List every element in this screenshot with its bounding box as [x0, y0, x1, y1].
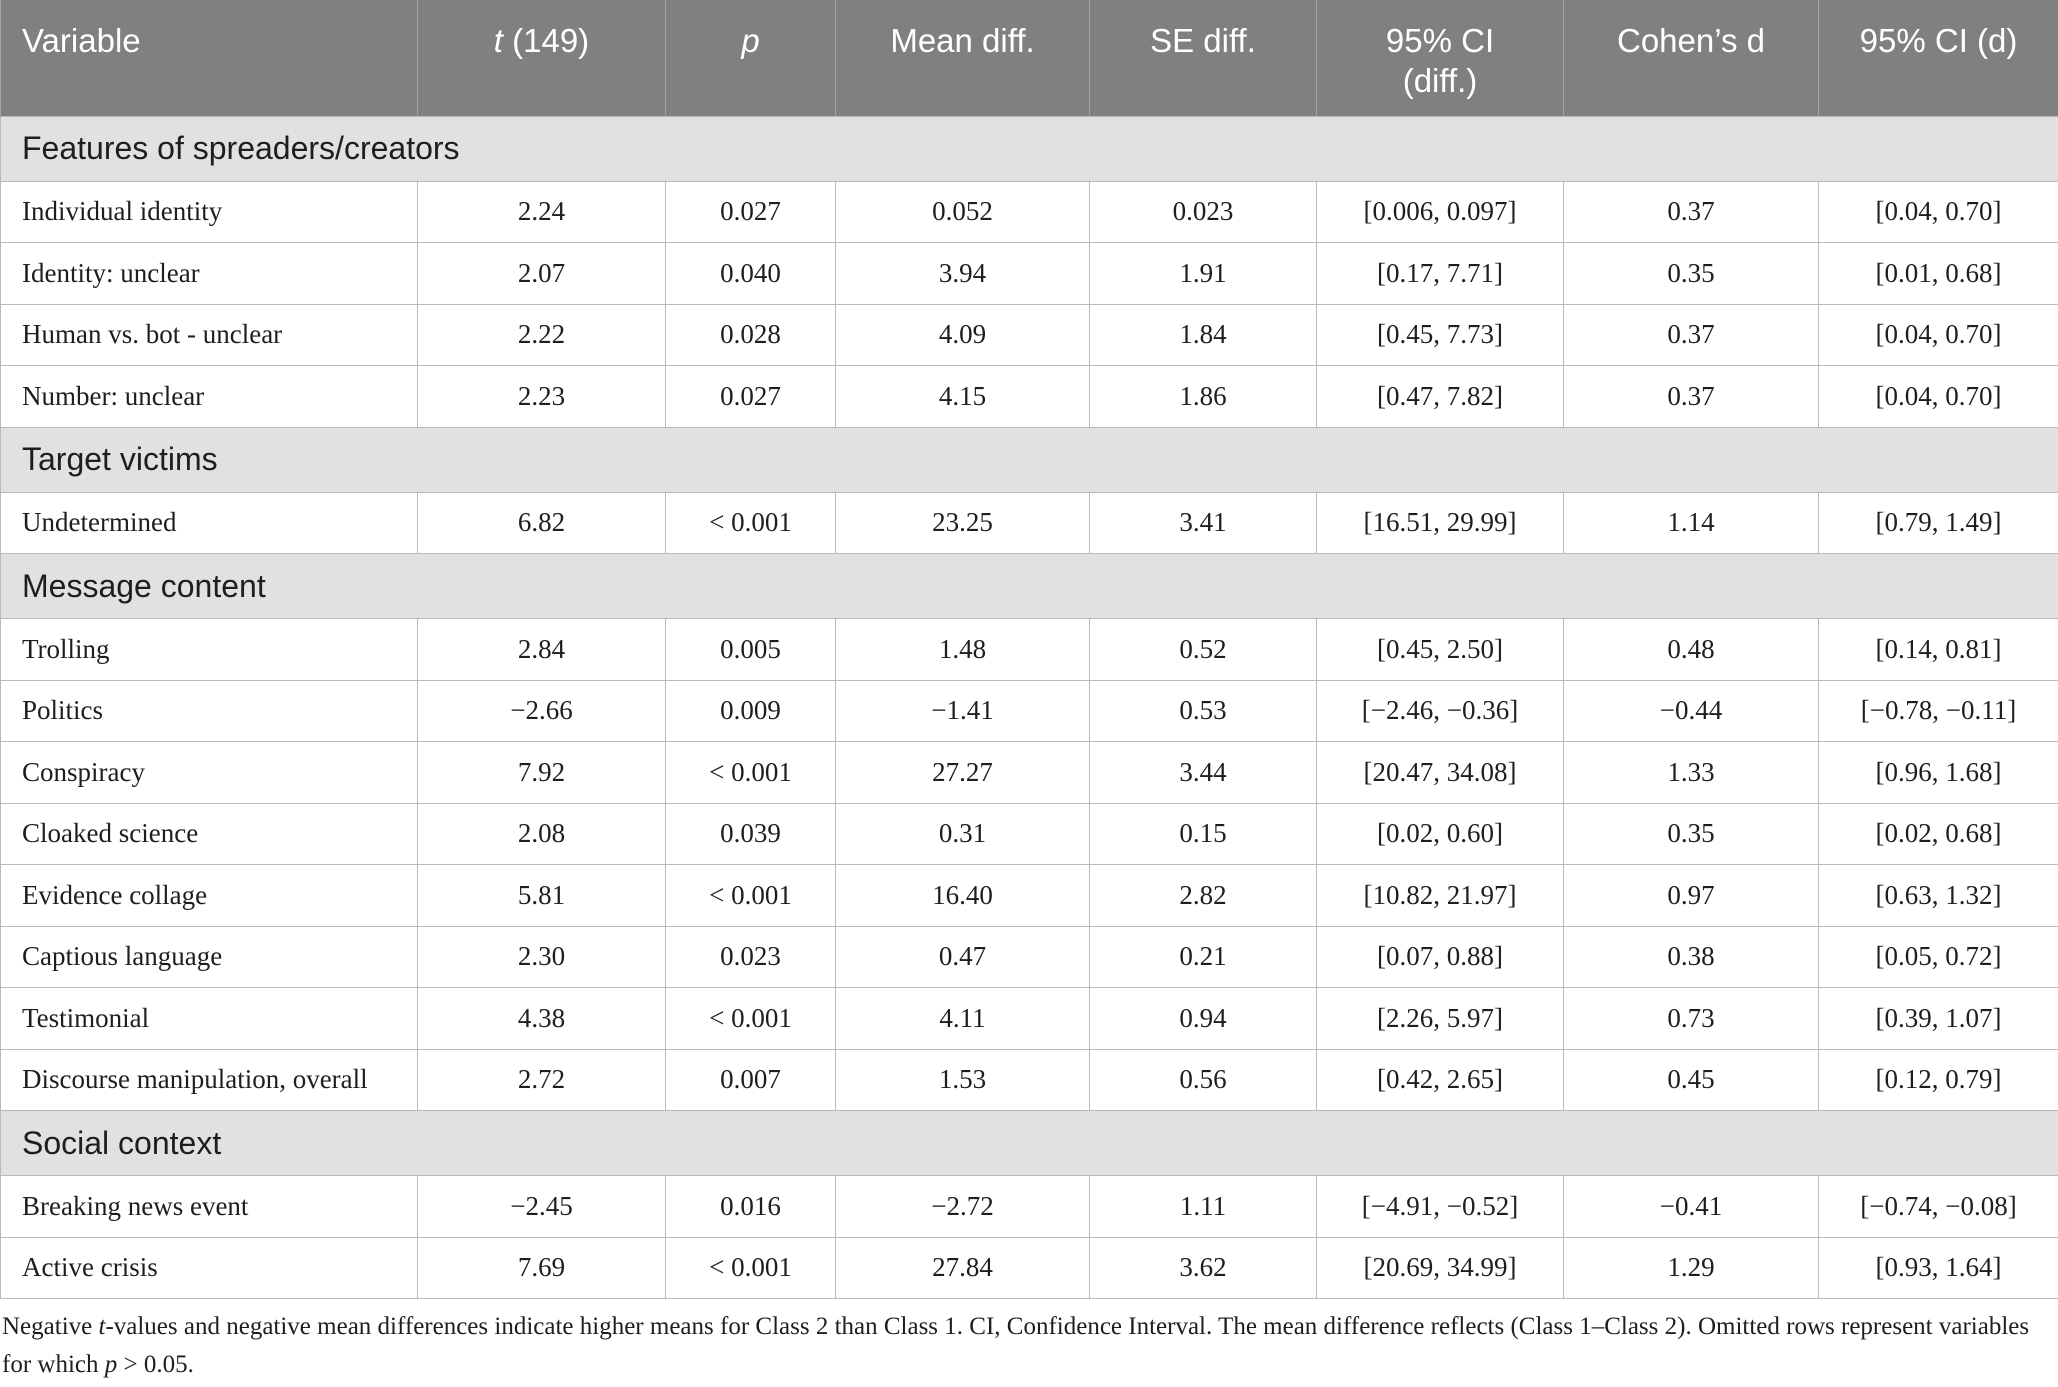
cell-ci-d: [0.02, 0.68] [1819, 803, 2058, 865]
cell-p-value: 0.005 [666, 619, 836, 681]
table-row [1, 803, 2058, 865]
cell-ci-diff: [10.82, 21.97] [1317, 865, 1564, 927]
cell-se-diff: 0.94 [1090, 988, 1317, 1050]
cell-ci-d: [0.39, 1.07] [1819, 988, 2058, 1050]
cell-ci-diff: [20.69, 34.99] [1317, 1237, 1564, 1299]
cell-ci-d: [−0.78, −0.11] [1819, 680, 2058, 742]
cell-ci-diff: [0.07, 0.88] [1317, 926, 1564, 988]
cell-ci-d: [0.01, 0.68] [1819, 243, 2058, 305]
cell-se-diff: 2.82 [1090, 865, 1317, 927]
cell-t-value: 7.69 [418, 1237, 666, 1299]
table-row [1, 865, 2058, 927]
header-ci-diff-label: 95% CI (diff.) [1385, 22, 1495, 99]
cell-variable: Trolling [1, 619, 418, 681]
table-row [1, 243, 2058, 305]
cell-ci-diff: [−2.46, −0.36] [1317, 680, 1564, 742]
footnote-text: > 0.05. [117, 1351, 194, 1378]
cell-t-value: 2.23 [418, 366, 666, 428]
section-row [1, 116, 2058, 181]
cell-ci-diff: [0.45, 7.73] [1317, 304, 1564, 366]
cell-ci-d: [0.93, 1.64] [1819, 1237, 2058, 1299]
cell-p-value: 0.028 [666, 304, 836, 366]
header-t-symbol: t [493, 22, 503, 59]
cell-ci-d: [0.14, 0.81] [1819, 619, 2058, 681]
header-mean-diff-label: Mean diff. [890, 22, 1035, 59]
cell-ci-d: [−0.74, −0.08] [1819, 1176, 2058, 1238]
section-row [1, 427, 2058, 492]
header-cohens-d [1564, 0, 1819, 116]
table-header [1, 0, 2058, 116]
cell-ci-d: [0.05, 0.72] [1819, 926, 2058, 988]
cell-mean-diff: 4.09 [836, 304, 1090, 366]
section-title: Message content [1, 554, 2058, 619]
header-t-df: (149) [502, 22, 590, 59]
cell-se-diff: 1.11 [1090, 1176, 1317, 1238]
cell-t-value: 5.81 [418, 865, 666, 927]
cell-p-value: < 0.001 [666, 492, 836, 554]
cell-se-diff: 1.86 [1090, 366, 1317, 428]
cell-ci-diff: [0.02, 0.60] [1317, 803, 1564, 865]
cell-variable: Breaking news event [1, 1176, 418, 1238]
cell-p-value: 0.040 [666, 243, 836, 305]
header-ci-d-label: 95% CI (d) [1859, 22, 2018, 59]
table-row [1, 492, 2058, 554]
header-t-value [418, 0, 666, 116]
cell-ci-diff: [0.42, 2.65] [1317, 1049, 1564, 1111]
cell-ci-diff: [0.006, 0.097] [1317, 181, 1564, 243]
cell-se-diff: 0.52 [1090, 619, 1317, 681]
cell-se-diff: 3.41 [1090, 492, 1317, 554]
cell-ci-d: [0.04, 0.70] [1819, 366, 2058, 428]
cell-cohens-d: 0.37 [1564, 366, 1819, 428]
header-p-symbol: p [741, 22, 760, 59]
cell-ci-diff: [16.51, 29.99] [1317, 492, 1564, 554]
cell-variable: Politics [1, 680, 418, 742]
cell-cohens-d: 0.73 [1564, 988, 1819, 1050]
cell-ci-diff: [2.26, 5.97] [1317, 988, 1564, 1050]
cell-p-value: < 0.001 [666, 1237, 836, 1299]
cell-mean-diff: 0.052 [836, 181, 1090, 243]
cell-variable: Undetermined [1, 492, 418, 554]
cell-cohens-d: 0.45 [1564, 1049, 1819, 1111]
cell-se-diff: 0.15 [1090, 803, 1317, 865]
cell-se-diff: 3.62 [1090, 1237, 1317, 1299]
cell-t-value: −2.45 [418, 1176, 666, 1238]
cell-p-value: 0.009 [666, 680, 836, 742]
header-cohens-d-label: Cohen’s d [1616, 22, 1765, 59]
cell-t-value: −2.66 [418, 680, 666, 742]
table-row [1, 988, 2058, 1050]
cell-t-value: 2.30 [418, 926, 666, 988]
cell-mean-diff: 3.94 [836, 243, 1090, 305]
cell-t-value: 2.72 [418, 1049, 666, 1111]
cell-ci-d: [0.04, 0.70] [1819, 181, 2058, 243]
cell-p-value: < 0.001 [666, 865, 836, 927]
cell-t-value: 2.24 [418, 181, 666, 243]
cell-se-diff: 3.44 [1090, 742, 1317, 804]
footnote-p-symbol: p [104, 1351, 118, 1378]
cell-ci-d: [0.63, 1.32] [1819, 865, 2058, 927]
cell-t-value: 6.82 [418, 492, 666, 554]
cell-mean-diff: 4.15 [836, 366, 1090, 428]
footnote-t-symbol: t [98, 1313, 106, 1340]
table-footnote [2, 1308, 2056, 1384]
cell-mean-diff: 1.48 [836, 619, 1090, 681]
cell-cohens-d: 0.37 [1564, 181, 1819, 243]
cell-p-value: < 0.001 [666, 742, 836, 804]
cell-t-value: 2.07 [418, 243, 666, 305]
header-ci-diff [1317, 0, 1564, 116]
cell-variable: Identity: unclear [1, 243, 418, 305]
cell-mean-diff: 0.31 [836, 803, 1090, 865]
cell-mean-diff: 27.27 [836, 742, 1090, 804]
header-variable [1, 0, 418, 116]
section-title: Features of spreaders/creators [1, 116, 2058, 181]
table-row [1, 304, 2058, 366]
cell-ci-d: [0.12, 0.79] [1819, 1049, 2058, 1111]
section-title: Social context [1, 1111, 2058, 1176]
cell-variable: Cloaked science [1, 803, 418, 865]
cell-cohens-d: 0.37 [1564, 304, 1819, 366]
section-row [1, 554, 2058, 619]
cell-variable: Testimonial [1, 988, 418, 1050]
cell-se-diff: 0.023 [1090, 181, 1317, 243]
footnote-text: -values and negative mean differences indicate higher means for Class 2 than Class 1. CI, Confidence Interval. The mean difference reflects (Class 1–Class 2). Omitted rows represent variables for which [2, 1313, 2030, 1378]
cell-ci-diff: [0.17, 7.71] [1317, 243, 1564, 305]
table-row [1, 366, 2058, 428]
cell-variable: Individual identity [1, 181, 418, 243]
header-ci-d [1819, 0, 2058, 116]
cell-p-value: 0.027 [666, 366, 836, 428]
cell-p-value: < 0.001 [666, 988, 836, 1050]
cell-mean-diff: 4.11 [836, 988, 1090, 1050]
table-row [1, 680, 2058, 742]
cell-se-diff: 0.53 [1090, 680, 1317, 742]
table-row [1, 1049, 2058, 1111]
section-row [1, 1111, 2058, 1176]
cell-variable: Conspiracy [1, 742, 418, 804]
cell-ci-d: [0.96, 1.68] [1819, 742, 2058, 804]
cell-se-diff: 1.84 [1090, 304, 1317, 366]
table-row [1, 181, 2058, 243]
cell-t-value: 4.38 [418, 988, 666, 1050]
table-row [1, 619, 2058, 681]
cell-cohens-d: 0.35 [1564, 243, 1819, 305]
cell-variable: Captious language [1, 926, 418, 988]
cell-variable: Active crisis [1, 1237, 418, 1299]
cell-cohens-d: 0.48 [1564, 619, 1819, 681]
cell-mean-diff: −2.72 [836, 1176, 1090, 1238]
cell-p-value: 0.027 [666, 181, 836, 243]
cell-t-value: 2.22 [418, 304, 666, 366]
cell-variable: Human vs. bot - unclear [1, 304, 418, 366]
cell-p-value: 0.023 [666, 926, 836, 988]
cell-cohens-d: −0.44 [1564, 680, 1819, 742]
cell-p-value: 0.039 [666, 803, 836, 865]
header-p-value [666, 0, 836, 116]
header-row [1, 0, 2058, 116]
cell-cohens-d: −0.41 [1564, 1176, 1819, 1238]
cell-cohens-d: 1.29 [1564, 1237, 1819, 1299]
cell-se-diff: 0.21 [1090, 926, 1317, 988]
cell-p-value: 0.007 [666, 1049, 836, 1111]
table-row [1, 742, 2058, 804]
table-row [1, 1237, 2058, 1299]
table-row [1, 926, 2058, 988]
cell-mean-diff: 0.47 [836, 926, 1090, 988]
cell-se-diff: 1.91 [1090, 243, 1317, 305]
cell-ci-diff: [0.45, 2.50] [1317, 619, 1564, 681]
header-se-diff-label: SE diff. [1150, 22, 1256, 59]
header-se-diff [1090, 0, 1317, 116]
cell-cohens-d: 0.35 [1564, 803, 1819, 865]
cell-mean-diff: 1.53 [836, 1049, 1090, 1111]
cell-variable: Discourse manipulation, overall [1, 1049, 418, 1111]
cell-ci-d: [0.79, 1.49] [1819, 492, 2058, 554]
header-mean-diff [836, 0, 1090, 116]
cell-cohens-d: 1.14 [1564, 492, 1819, 554]
cell-variable: Number: unclear [1, 366, 418, 428]
cell-mean-diff: 23.25 [836, 492, 1090, 554]
cell-cohens-d: 0.97 [1564, 865, 1819, 927]
cell-p-value: 0.016 [666, 1176, 836, 1238]
cell-t-value: 7.92 [418, 742, 666, 804]
cell-cohens-d: 0.38 [1564, 926, 1819, 988]
header-variable-label: Variable [22, 22, 141, 59]
cell-mean-diff: −1.41 [836, 680, 1090, 742]
cell-se-diff: 0.56 [1090, 1049, 1317, 1111]
cell-cohens-d: 1.33 [1564, 742, 1819, 804]
cell-t-value: 2.84 [418, 619, 666, 681]
table-body [1, 116, 2058, 1299]
footnote-text: Negative [2, 1313, 99, 1340]
cell-ci-diff: [20.47, 34.08] [1317, 742, 1564, 804]
table-row [1, 1176, 2058, 1238]
cell-ci-diff: [−4.91, −0.52] [1317, 1176, 1564, 1238]
cell-mean-diff: 16.40 [836, 865, 1090, 927]
cell-ci-d: [0.04, 0.70] [1819, 304, 2058, 366]
cell-ci-diff: [0.47, 7.82] [1317, 366, 1564, 428]
cell-variable: Evidence collage [1, 865, 418, 927]
section-title: Target victims [1, 427, 2058, 492]
cell-mean-diff: 27.84 [836, 1237, 1090, 1299]
cell-t-value: 2.08 [418, 803, 666, 865]
